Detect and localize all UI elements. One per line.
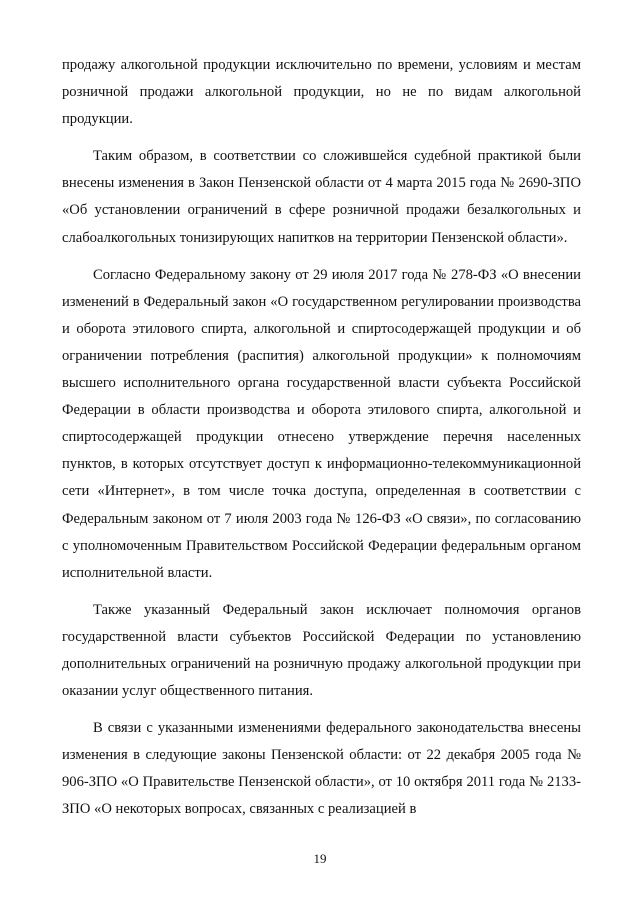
paragraph-regional-laws: В связи с указанными изменениями федерального законодательства внесены изменения в следующие законы Пензенской области: от 22 декабря 2005 года № 906-ЗПО «О Правительстве Пензенской области», от 10 октября 2011 года № 2133-ЗПО «О некоторых вопросах, связанных с реализацией в <box>62 720 581 818</box>
paragraph-court-practice: Таким образом, в соответствии со сложившейся судебной практикой были внесены изменения в Закон Пензенской области от 4 марта 2015 года № 2690-ЗПО «Об установлении ограничений в сфере розничной продажи безалкогольных и слабоалкогольных тонизирующих напитков на территории Пензенской области». <box>62 148 581 246</box>
document-body <box>62 52 581 834</box>
page-number: 19 <box>313 851 327 866</box>
paragraph-federal-law-278: Согласно Федеральному закону от 29 июля 2017 года № 278-ФЗ «О внесении изменений в Федеральный закон «О государственном регулировании производства и оборота этилового спирта, алкогольной и спиртосодержащей продукции и об ограничении потребления (распития) алкогольной продукции» к полномочиям высшего исполнительного органа государственной власти субъекта Российской Федерации в области производства и оборота этилового спирта, алкогольной и спиртосодержащей продукции отнесено утверждение перечня населенных пунктов, в которых отсутствует доступ к информационно-телекоммуникационной сети «Интернет», в том числе точка доступа, определенная в соответствии с Федеральным законом от 7 июля 2003 года № 126-ФЗ «О связи», по согласованию с уполномоченным Правительством Российской Федерации федеральным органом исполнительной власти. <box>62 266 581 581</box>
paragraph-continuation: продажу алкогольной продукции исключительно по времени, условиям и местам розничной продажи алкогольной продукции, но не по видам алкогольной продукции. <box>62 57 581 128</box>
paragraph-powers-excluded: Также указанный Федеральный закон исключает полномочия органов государственной власти субъектов Российской Федерации по установлению дополнительных ограничений на розничную продажу алкогольной продукции при оказании услуг общественного питания. <box>62 601 581 700</box>
